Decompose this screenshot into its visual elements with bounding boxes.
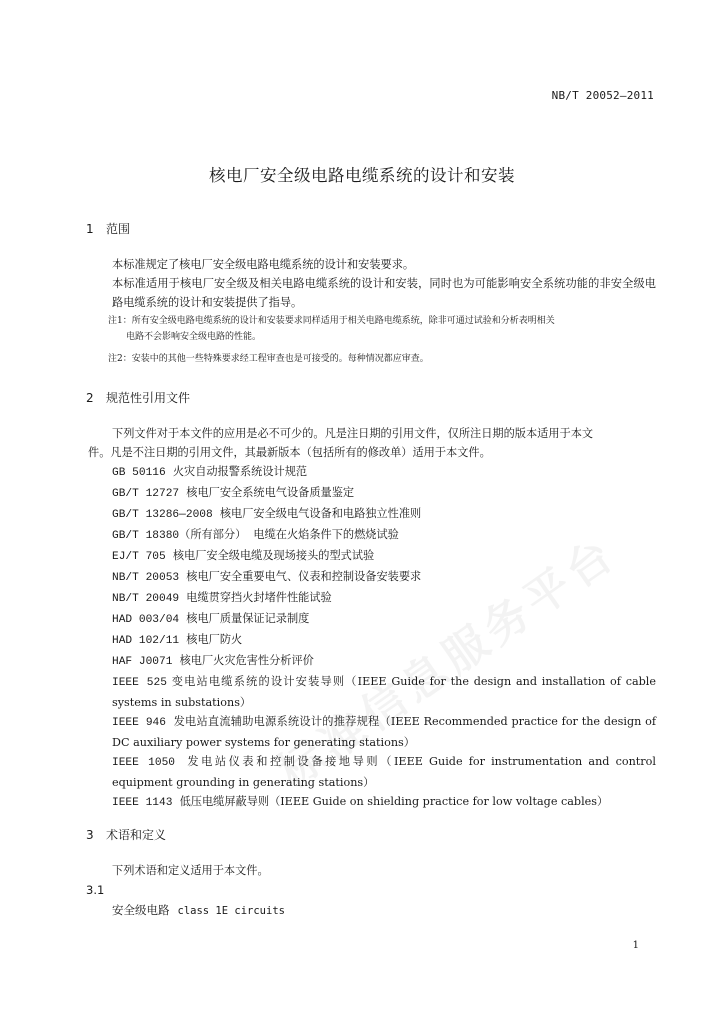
term-number: 3.1 [86, 883, 105, 897]
reference-item: GB 50116 火灾自动报警系统设计规范 [112, 465, 308, 479]
reference-item: HAD 003/04 核电厂质量保证记录制度 [112, 612, 310, 626]
reference-item: NB/T 20053 核电厂安全重要电气、仪表和控制设备安装要求 [112, 570, 422, 584]
document-title: 核电厂安全级电路电缆系统的设计和安装 [209, 166, 515, 185]
section-3-heading [86, 826, 166, 843]
reference-item: GB/T 18380（所有部分） 电缆在火焰条件下的燃烧试验 [112, 528, 399, 542]
section-1-paragraph-1: 本标准规定了核电厂安全级电路电缆系统的设计和安装要求。 [112, 258, 415, 271]
section-1-heading [86, 220, 130, 237]
section-number: 1 [86, 222, 94, 236]
reference-item: HAD 102/11 核电厂防火 [112, 633, 243, 647]
reference-item: IEEE 946 发电站直流辅助电源系统设计的推荐规程（IEEE Recommended practice for the design of DC auxiliary power systems for generating stations） [112, 715, 656, 749]
reference-item: IEEE 1143 低压电缆屏蔽导则（IEEE Guide on shielding practice for low voltage cables） [112, 795, 609, 809]
reference-item: EJ/T 705 核电厂安全级电缆及现场接头的型式试验 [112, 549, 375, 563]
note-2: 注2：安装中的其他一些特殊要求经工程审查也是可接受的。每种情况都应审查。 [108, 354, 429, 364]
term-chinese: 安全级电路 [112, 903, 170, 917]
reference-item: GB/T 12727 核电厂安全系统电气设备质量鉴定 [112, 486, 355, 500]
section-number: 2 [86, 391, 94, 405]
section-title: 术语和定义 [106, 828, 167, 842]
section-3-intro: 下列术语和定义适用于本文件。 [112, 864, 269, 877]
reference-item: HAF J0071 核电厂火灾危害性分析评价 [112, 654, 314, 668]
reference-item: IEEE 1050 发电站仪表和控制设备接地导则（IEEE Guide for instrumentation and control equipment grounding in generating stations） [112, 755, 656, 789]
reference-item: NB/T 20049 电缆贯穿挡火封堵件性能试验 [112, 591, 332, 605]
section-2-intro: 下列文件对于本文件的应用是必不可少的。凡是注日期的引用文件，仅所注日期的版本适用于本文 件。凡是不注日期的引用文件，其最新版本（包括所有的修改单）适用于本文件。 [88, 427, 594, 459]
reference-list [88, 462, 656, 813]
note-1: 注1：所有安全级电路电缆系统的设计和安装要求同样适用于相关电路电缆系统，除非可通过试验和分析表明相关 电路不会影响安全级电路的性能。 [108, 316, 555, 342]
reference-item: GB/T 13286—2008 核电厂安全级电气设备和电路独立性准则 [112, 507, 422, 521]
section-title: 范围 [106, 222, 131, 236]
term-english: class 1E circuits [177, 905, 285, 917]
page-number: 1 [632, 940, 639, 951]
term-definition [112, 902, 285, 918]
reference-item: IEEE 525 变电站电缆系统的设计安装导则（IEEE Guide for the design and installation of cable systems in substations） [112, 675, 656, 709]
section-title: 规范性引用文件 [106, 391, 191, 405]
section-1-paragraph-2: 本标准适用于核电厂安全级及相关电路电缆系统的设计和安装，同时也为可能影响安全系统功能的非安全级电路电缆系统的设计和安装提供了指导。 [112, 277, 656, 309]
section-number: 3 [86, 828, 94, 842]
section-2-heading [86, 389, 190, 406]
standard-code: NB/T 20052—2011 [551, 89, 654, 102]
